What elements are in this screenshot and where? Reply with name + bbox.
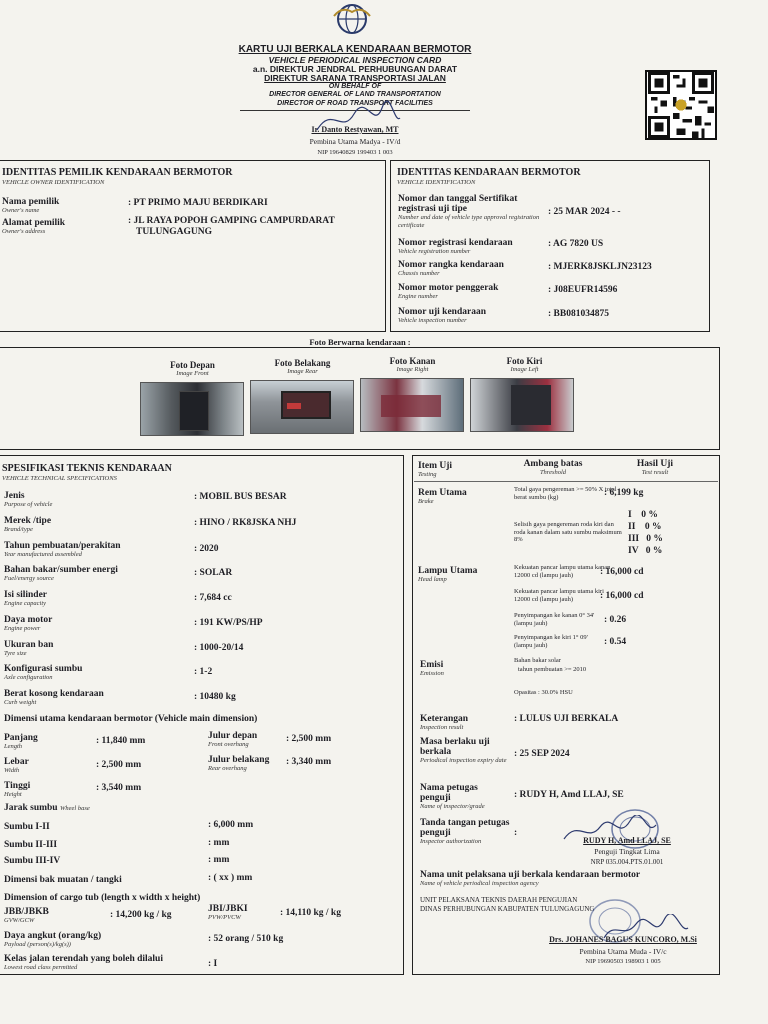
inspector-signature-colon: : <box>514 828 518 838</box>
width-value: : 2,500 mm <box>96 760 142 770</box>
spec-fuel-label: Bahan bakar/sumber energi Fuel/energy source <box>4 565 118 582</box>
brake-axle-2: II 0 % <box>628 522 662 532</box>
inspection-number-value: : BB081034875 <box>548 309 609 319</box>
lamp-left-deviation-value: : 0.54 <box>604 637 627 647</box>
road-class-label: Kelas jalan terendah yang boleh dilalui Lowest road class permitted <box>4 954 163 971</box>
photo-front <box>140 382 244 436</box>
wheelbase-3-4-value: : mm <box>208 855 230 865</box>
jbb-value: : 14,200 kg / kg <box>110 910 172 920</box>
owner-address-value: : JL RAYA POPOH GAMPING CAMPURDARAT <box>128 216 335 226</box>
brake-axle-1: I 0 % <box>628 510 658 520</box>
inspector-label: Nama petugas penguji Name of inspector/grade <box>420 783 485 810</box>
directorate-line: DIREKTUR SARANA TRANSPORTASI JALAN <box>264 73 446 83</box>
spec-tyre-label: Ukuran ban Tyre size <box>4 640 54 657</box>
vehicle-id-title-en: VEHICLE IDENTIFICATION <box>397 179 476 186</box>
director-signer-rank: Pembina Utama Madya - IV/d <box>309 137 401 146</box>
road-class-value: : I <box>208 959 218 969</box>
spec-year-value: : 2020 <box>194 544 219 554</box>
lamp-right-deviation-value: : 0.26 <box>604 615 627 625</box>
lamp-right-deviation-threshold: Penyimpangan ke kanan 0° 34' (lampu jauh) <box>514 612 595 627</box>
brake-axle-3: III 0 % <box>628 534 663 544</box>
results-header-divider <box>414 481 718 482</box>
owner-name-value: : PT PRIMO MAJU BERDIKARI <box>128 198 268 208</box>
chassis-number-label: Nomor rangka kendaraan Chassis number <box>398 260 504 277</box>
engine-number-value: : J08EUFR14596 <box>548 285 618 295</box>
qr-code-icon <box>645 70 717 140</box>
photos-section-title: Foto Berwarna kendaraan : <box>309 337 411 347</box>
wheelbase-1-2-label: Sumbu I-II <box>4 822 50 832</box>
remark-label: Keterangan Inspection result <box>420 714 469 731</box>
spec-tyre-value: : 1000-20/14 <box>194 643 244 653</box>
owner-section-title: IDENTITAS PEMILIK KENDARAAN BERMOTOR <box>2 167 233 178</box>
owner-address-value-2: TULUNGAGUNG <box>136 227 213 237</box>
jbi-label: JBI/JBKI PVW/PVCW <box>208 904 248 921</box>
engine-number-label: Nomor motor penggerak Engine number <box>398 283 499 300</box>
registration-number-value: : AG 7820 US <box>548 239 604 249</box>
spec-brand-value: : HINO / RK8JSKA NHJ <box>194 518 297 528</box>
spec-axle-label: Konfigurasi sumbu Axle configuration <box>4 664 83 681</box>
brake-label: Rem Utama Brake <box>418 488 467 505</box>
jbb-label: JBB/JBKB GVW/GCW <box>4 907 49 924</box>
card-title-en: VEHICLE PERIODICAL INSPECTION CARD <box>268 55 442 65</box>
director-general-en: DIRECTOR GENERAL OF LAND TRANSPORTATION <box>269 91 441 98</box>
brake-total-value: : 6,199 kg <box>604 488 644 498</box>
height-value: : 3,540 mm <box>96 783 142 793</box>
col-result-header: Hasil Uji Test result <box>636 459 674 476</box>
registration-number-label: Nomor registrasi kendaraan Vehicle registration number <box>398 238 513 255</box>
length-label: Panjang Length <box>4 733 38 750</box>
width-label: Lebar Width <box>4 757 29 774</box>
spec-type-value: : MOBIL BUS BESAR <box>194 492 287 502</box>
head-nip: NIP 19690503 198903 1 005 <box>585 958 661 965</box>
brake-diff-threshold: Selisih gaya pengereman roda kiri dan roda kanan dalam satu sumbu maksimum 8% <box>514 521 622 543</box>
director-en: DIRECTOR OF ROAD TRANSPORT FACILITIES <box>277 100 433 107</box>
spec-curb-weight-value: : 10480 kg <box>194 692 236 702</box>
front-overhang-label: Julur depan Front overhang <box>208 731 258 748</box>
photo-rear <box>250 380 354 434</box>
head-rank: Pembina Utama Muda - IV/c <box>579 947 667 956</box>
inspector-signature-label: Tanda tangan petugas penguji Inspector authorization <box>420 818 510 845</box>
type-approval-value: : 25 MAR 2024 - - <box>548 207 621 217</box>
spec-axle-value: : 1-2 <box>194 667 213 677</box>
remark-value: : LULUS UJI BERKALA <box>514 714 619 724</box>
brake-axle-4: IV 0 % <box>628 546 663 556</box>
col-threshold-header: Ambang batas Threshold <box>523 459 583 476</box>
owner-name-label: Nama pemilik Owner's name <box>2 197 60 214</box>
spec-type-label: Jenis Purpose of vehicle <box>4 491 53 508</box>
inspector-value: : RUDY H, Amd LLAJ, SE <box>514 790 624 800</box>
wheelbase-heading: Jarak sumbu Wheel base <box>4 803 90 813</box>
validity-value: : 25 SEP 2024 <box>514 749 570 759</box>
spec-engine-capacity-label: Isi silinder Engine capacity <box>4 590 48 607</box>
emission-fuel-text: Bahan bakar solar <box>514 657 561 664</box>
col-item-header: Item Uji Testing <box>418 461 453 478</box>
lamp-right-threshold: Kekuatan pancar lampu utama kanan 12000 cd (lampu jauh) <box>514 564 611 579</box>
specs-title: SPESIFIKASI TEKNIS KENDARAAN <box>2 463 172 474</box>
wheelbase-2-3-label: Sumbu II-III <box>4 840 58 850</box>
photo-rear-caption: Foto Belakang Image Rear <box>274 358 331 375</box>
unit-name-2: DINAS PERHUBUNGAN KABUPATEN TULUNGAGUNG <box>420 905 595 913</box>
lamp-left-threshold: Kekuatan pancar lampu utama kiri 12000 cd (lampu jauh) <box>514 588 604 603</box>
emission-year-text: tahun pembuatan >= 2010 <box>518 666 587 673</box>
head-lamp-label: Lampu Utama Head lamp <box>418 566 478 583</box>
wheelbase-2-3-value: : mm <box>208 838 230 848</box>
lamp-left-deviation-threshold: Penyimpangan ke kiri 1° 09' (lampu jauh) <box>514 634 588 649</box>
type-approval-label: Nomor dan tanggal Sertifikat registrasi uji tipe Number and date of vehicle type approval registration certificate <box>398 194 540 229</box>
spec-curb-weight-label: Berat kosong kendaraan Curb weight <box>4 689 104 706</box>
rear-overhang-value: : 3,340 mm <box>286 757 332 767</box>
inspector-sign-nrp: NRP 035.004.PTS.01.001 <box>590 858 664 866</box>
director-signer-nip: NIP 19640829 199403 1 003 <box>317 149 393 156</box>
photo-right <box>360 378 464 432</box>
card-title: KARTU UJI BERKALA KENDARAAN BERMOTOR <box>238 44 472 55</box>
emission-label: Emisi Emission <box>420 660 444 677</box>
owner-address-label: Alamat pemilik Owner's address <box>2 218 66 235</box>
photo-right-caption: Foto Kanan Image Right <box>389 356 436 373</box>
vehicle-id-title: IDENTITAS KENDARAAN BERMOTOR <box>397 167 581 178</box>
cargo-dimension-label: Dimensi bak muatan / tangki <box>4 875 122 885</box>
cargo-tub-label: Dimension of cargo tub (length x width x height) <box>4 893 201 903</box>
owner-section-title-en: VEHICLE OWNER IDENTIFICATION <box>2 179 105 186</box>
wheelbase-3-4-label: Sumbu III-IV <box>4 856 61 866</box>
spec-brand-label: Merek /tipe Brand/type <box>4 516 52 533</box>
brake-total-threshold: Total gaya pengereman >= 50% X total berat sumbu (kg) <box>514 486 617 501</box>
wheelbase-1-2-value: : 6,000 mm <box>208 820 254 830</box>
unit-name-1: UNIT PELAKSANA TEKNIS DAERAH PENGUJIAN <box>420 896 578 904</box>
spec-fuel-value: : SOLAR <box>194 568 233 578</box>
on-behalf-line: a.n. DIREKTUR JENDRAL PERHUBUNGAN DARAT <box>252 64 458 74</box>
director-signature-icon <box>312 100 402 140</box>
photo-front-caption: Foto Depan Image Front <box>170 360 215 377</box>
unit-label: Nama unit pelaksana uji berkala kendaraan bermotor Name of vehicle periodical inspection agency <box>420 870 641 887</box>
inspector-sign-rank: Penguji Tingkat Lima <box>594 847 660 856</box>
lamp-right-value: : 16,000 cd <box>600 567 644 577</box>
spec-engine-capacity-value: : 7,684 cc <box>194 593 232 603</box>
rear-overhang-label: Julur belakang Rear overhang <box>208 755 270 772</box>
spec-year-label: Tahun pembuatan/perakitan Year manufactured assembled <box>4 541 121 558</box>
director-signer-name: Ir. Danto Restyawan, MT <box>311 125 399 134</box>
photo-left-caption: Foto Kiri Image Left <box>506 356 543 373</box>
height-label: Tinggi Height <box>4 781 31 798</box>
spec-engine-power-value: : 191 KW/PS/HP <box>194 618 263 628</box>
payload-value: : 52 orang / 510 kg <box>208 934 284 944</box>
on-behalf-en: ON BEHALF OF <box>328 83 382 90</box>
opacity-text: Opasitas : 30.0% HSU <box>514 689 573 696</box>
length-value: : 11,840 mm <box>96 736 146 746</box>
jbi-value: : 14,110 kg / kg <box>280 908 341 918</box>
validity-label: Masa berlaku uji berkala Periodical inspection expiry date <box>420 737 507 764</box>
chassis-number-value: : MJERK8JSKLJN23123 <box>548 262 652 272</box>
cargo-dimension-value: : ( xx ) mm <box>208 873 253 883</box>
lamp-left-value: : 16,000 cd <box>600 591 644 601</box>
inspector-sign-name: RUDY H, Amd LLAJ, SE <box>583 836 671 845</box>
specs-title-en: VEHICLE TECHNICAL SPECIFICATIONS <box>2 475 117 482</box>
payload-label: Daya angkut (orang/kg) Payload (person(s)/kg(s)) <box>4 931 102 948</box>
spec-engine-power-label: Daya motor Engine power <box>4 615 53 632</box>
head-name: Drs. JOHANES BAGUS KUNCORO, M.Si <box>549 935 697 944</box>
inspection-number-label: Nomor uji kendaraan Vehicle inspection number <box>398 307 486 324</box>
ministry-emblem-icon <box>332 2 372 36</box>
dimension-title: Dimensi utama kendaraan bermotor (Vehicle main dimension) <box>4 714 258 724</box>
photo-left <box>470 378 574 432</box>
front-overhang-value: : 2,500 mm <box>286 734 332 744</box>
